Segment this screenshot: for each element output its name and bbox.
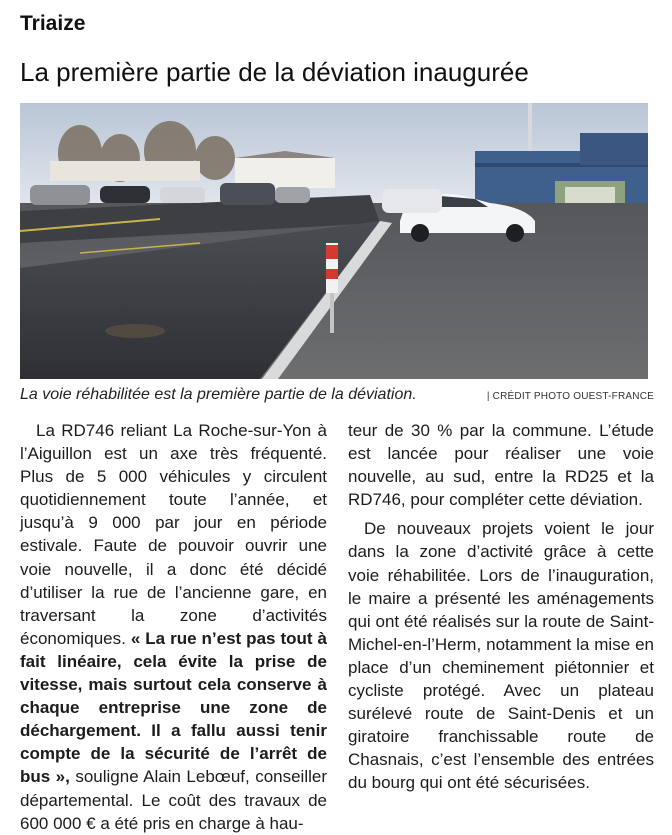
article-column-left bbox=[20, 419, 328, 833]
photo-caption: La voie réhabilitée est la première partie de la déviation. bbox=[20, 386, 417, 403]
paragraph bbox=[20, 419, 327, 835]
photo-credit: | CRÉDIT PHOTO OUEST-FRANCE bbox=[486, 391, 654, 402]
paragraph: De nouveaux projets voient le jour dans la zone d’activité grâce à cette voie réhabilitée. Lors de l’inauguration, le maire a présenté les aménagements qui ont été réalisés sur la route de Saint-Michel-en-l’Herm, notamment la mise en place d’un cheminement piétonnier et cycliste protégé. Avec un plateau surélevé route de Saint-Denis et un giratoire franchissable route de Chasnais, c’est l’ensemble des entrées du bourg qui ont été sécurisées. bbox=[348, 519, 654, 793]
paragraph: teur de 30 % par la commune. L’étude est lancée pour réaliser une voie nouvelle, au sud, entre la RD25 et la RD746, pour compléter cette déviation. bbox=[348, 421, 654, 510]
article-kicker: Triaize bbox=[20, 12, 86, 35]
article-column-right bbox=[348, 419, 654, 795]
article-photo bbox=[20, 103, 648, 379]
article-headline: La première partie de la déviation inaugurée bbox=[20, 57, 529, 87]
paragraph-text: souligne Alain Lebœuf, conseiller départemental. Le coût des travaux de 600 000 € a été pris en charge à hau- bbox=[20, 767, 328, 833]
pull-quote: « La rue n’est pas tout à fait linéaire, cela évite la prise de vitesse, mais surtout cela conserve à chaque entreprise une zone de déchargement. Il a fallu aussi tenir compte de la sécurité de l’arrêt de bus », bbox=[20, 628, 327, 787]
paragraph-text: La RD746 reliant La Roche-sur-Yon à l’Aiguillon est un axe très fréquenté. Plus de 5 000 véhicules y circulent quotidiennement toute l’année, et jusqu’à 9 000 par jour en période estivale. Faute de pouvoir ouvrir une voie nouvelle, il a donc été décidé d’utiliser la rue de l’ancienne gare, en traversant la zone d’activités économiques. bbox=[20, 421, 327, 648]
